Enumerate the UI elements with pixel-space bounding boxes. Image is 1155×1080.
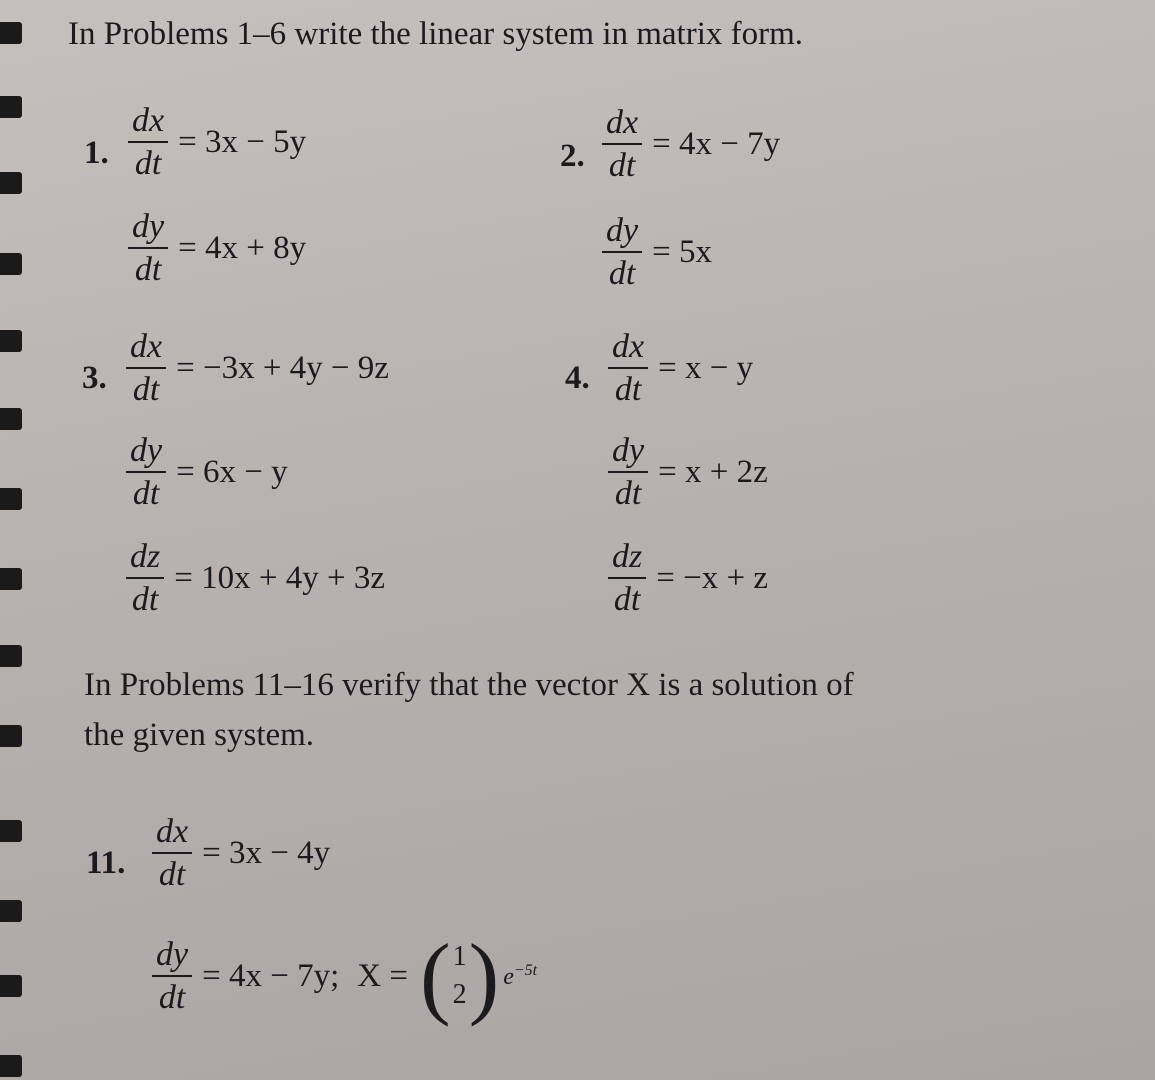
equation-rhs: = 10x + 4y + 3z: [174, 560, 385, 596]
equation: [608, 330, 753, 407]
fraction-denominator: dt: [132, 371, 160, 408]
equation-rhs: = 6x − y: [176, 454, 288, 490]
equation: [126, 434, 288, 511]
equation: [152, 815, 330, 892]
derivative-fraction: [126, 330, 166, 407]
fraction-numerator: dy: [602, 214, 642, 253]
solution-lhs: X =: [357, 957, 408, 994]
derivative-fraction: [152, 935, 192, 1016]
binding-tab: [0, 975, 22, 997]
right-paren: ): [468, 925, 500, 1027]
binding-tab: [0, 253, 22, 275]
fraction-denominator: dt: [158, 978, 186, 1016]
derivative-fraction: [128, 210, 168, 287]
derivative-fraction: [128, 104, 168, 181]
problem-number: 1.: [84, 135, 109, 171]
fraction-denominator: dt: [158, 856, 186, 893]
section-heading-2: [84, 660, 854, 760]
equation: [608, 540, 768, 617]
heading-line: In Problems 11–16 verify that the vector X is a solution of: [84, 667, 854, 703]
problem-number: 3.: [82, 360, 107, 396]
binding-tab: [0, 408, 22, 430]
fraction-numerator: dz: [126, 540, 164, 579]
derivative-fraction: [126, 434, 166, 511]
derivative-fraction: [602, 214, 642, 291]
fraction-numerator: dx: [126, 330, 166, 369]
fraction-denominator: dt: [613, 581, 641, 618]
derivative-fraction: [602, 106, 642, 183]
equation-rhs: = 4x − 7y;: [202, 957, 340, 994]
equation: [128, 210, 306, 287]
vector-entry: 1: [452, 941, 467, 972]
left-paren: (: [419, 925, 451, 1027]
fraction-denominator: dt: [132, 475, 160, 512]
derivative-fraction: [152, 815, 192, 892]
equation-rhs: = 4x + 8y: [178, 230, 307, 266]
equation: [126, 330, 389, 407]
equation: [602, 106, 780, 183]
equation-rhs: = −3x + 4y − 9z: [176, 350, 389, 386]
fraction-numerator: dx: [608, 330, 648, 369]
fraction-denominator: dt: [131, 581, 159, 618]
derivative-fraction: [126, 540, 164, 617]
fraction-denominator: dt: [134, 251, 162, 288]
exp-base: e: [503, 963, 514, 990]
binding-tab: [0, 488, 22, 510]
fraction-denominator: dt: [608, 255, 636, 292]
equation: [126, 540, 385, 617]
binding-tab: [0, 1055, 22, 1077]
binding-tab: [0, 22, 22, 44]
equation: [152, 925, 538, 1027]
fraction-numerator: dx: [602, 106, 642, 145]
fraction-numerator: dy: [152, 938, 192, 977]
fraction-numerator: dx: [152, 815, 192, 854]
fraction-denominator: dt: [608, 147, 636, 184]
exponential-factor: [503, 962, 537, 991]
column-vector: [419, 925, 500, 1027]
problem-number: 11.: [86, 845, 126, 881]
equation-rhs: = x − y: [658, 350, 754, 386]
binding-tab: [0, 820, 22, 842]
vector-entry: 2: [452, 979, 467, 1010]
fraction-denominator: dt: [134, 145, 162, 182]
vector-entries: [453, 938, 467, 1014]
binding-tab: [0, 96, 22, 118]
fraction-numerator: dy: [126, 434, 166, 473]
equation: [602, 214, 712, 291]
equation-rhs: = −x + z: [656, 560, 768, 596]
derivative-fraction: [608, 330, 648, 407]
equation-rhs: = x + 2z: [658, 454, 768, 490]
derivative-fraction: [608, 434, 648, 511]
equation-rhs: = 4x − 7y: [652, 126, 781, 162]
binding-tab: [0, 725, 22, 747]
equation-rhs: = 3x − 5y: [178, 124, 307, 160]
problem-number: 4.: [565, 360, 590, 396]
binding-tab: [0, 568, 22, 590]
heading-line: the given system.: [84, 717, 315, 753]
section-heading-1: In Problems 1–6 write the linear system in matrix form.: [68, 16, 804, 52]
equation: [608, 434, 768, 511]
solution-vector-expression: [357, 925, 538, 1027]
fraction-numerator: dz: [608, 540, 646, 579]
derivative-fraction: [608, 540, 646, 617]
fraction-numerator: dx: [128, 104, 168, 143]
binding-tab: [0, 330, 22, 352]
equation-rhs: = 5x: [652, 234, 712, 270]
binding-tab: [0, 645, 22, 667]
fraction-numerator: dy: [608, 434, 648, 473]
equation: [128, 104, 306, 181]
fraction-denominator: dt: [614, 371, 642, 408]
equation-rhs: = 3x − 4y: [202, 835, 331, 871]
problem-number: 2.: [560, 138, 585, 174]
fraction-numerator: dy: [128, 210, 168, 249]
fraction-denominator: dt: [614, 475, 642, 512]
binding-tab: [0, 172, 22, 194]
exp-power: −5t: [513, 961, 538, 979]
binding-tab: [0, 900, 22, 922]
